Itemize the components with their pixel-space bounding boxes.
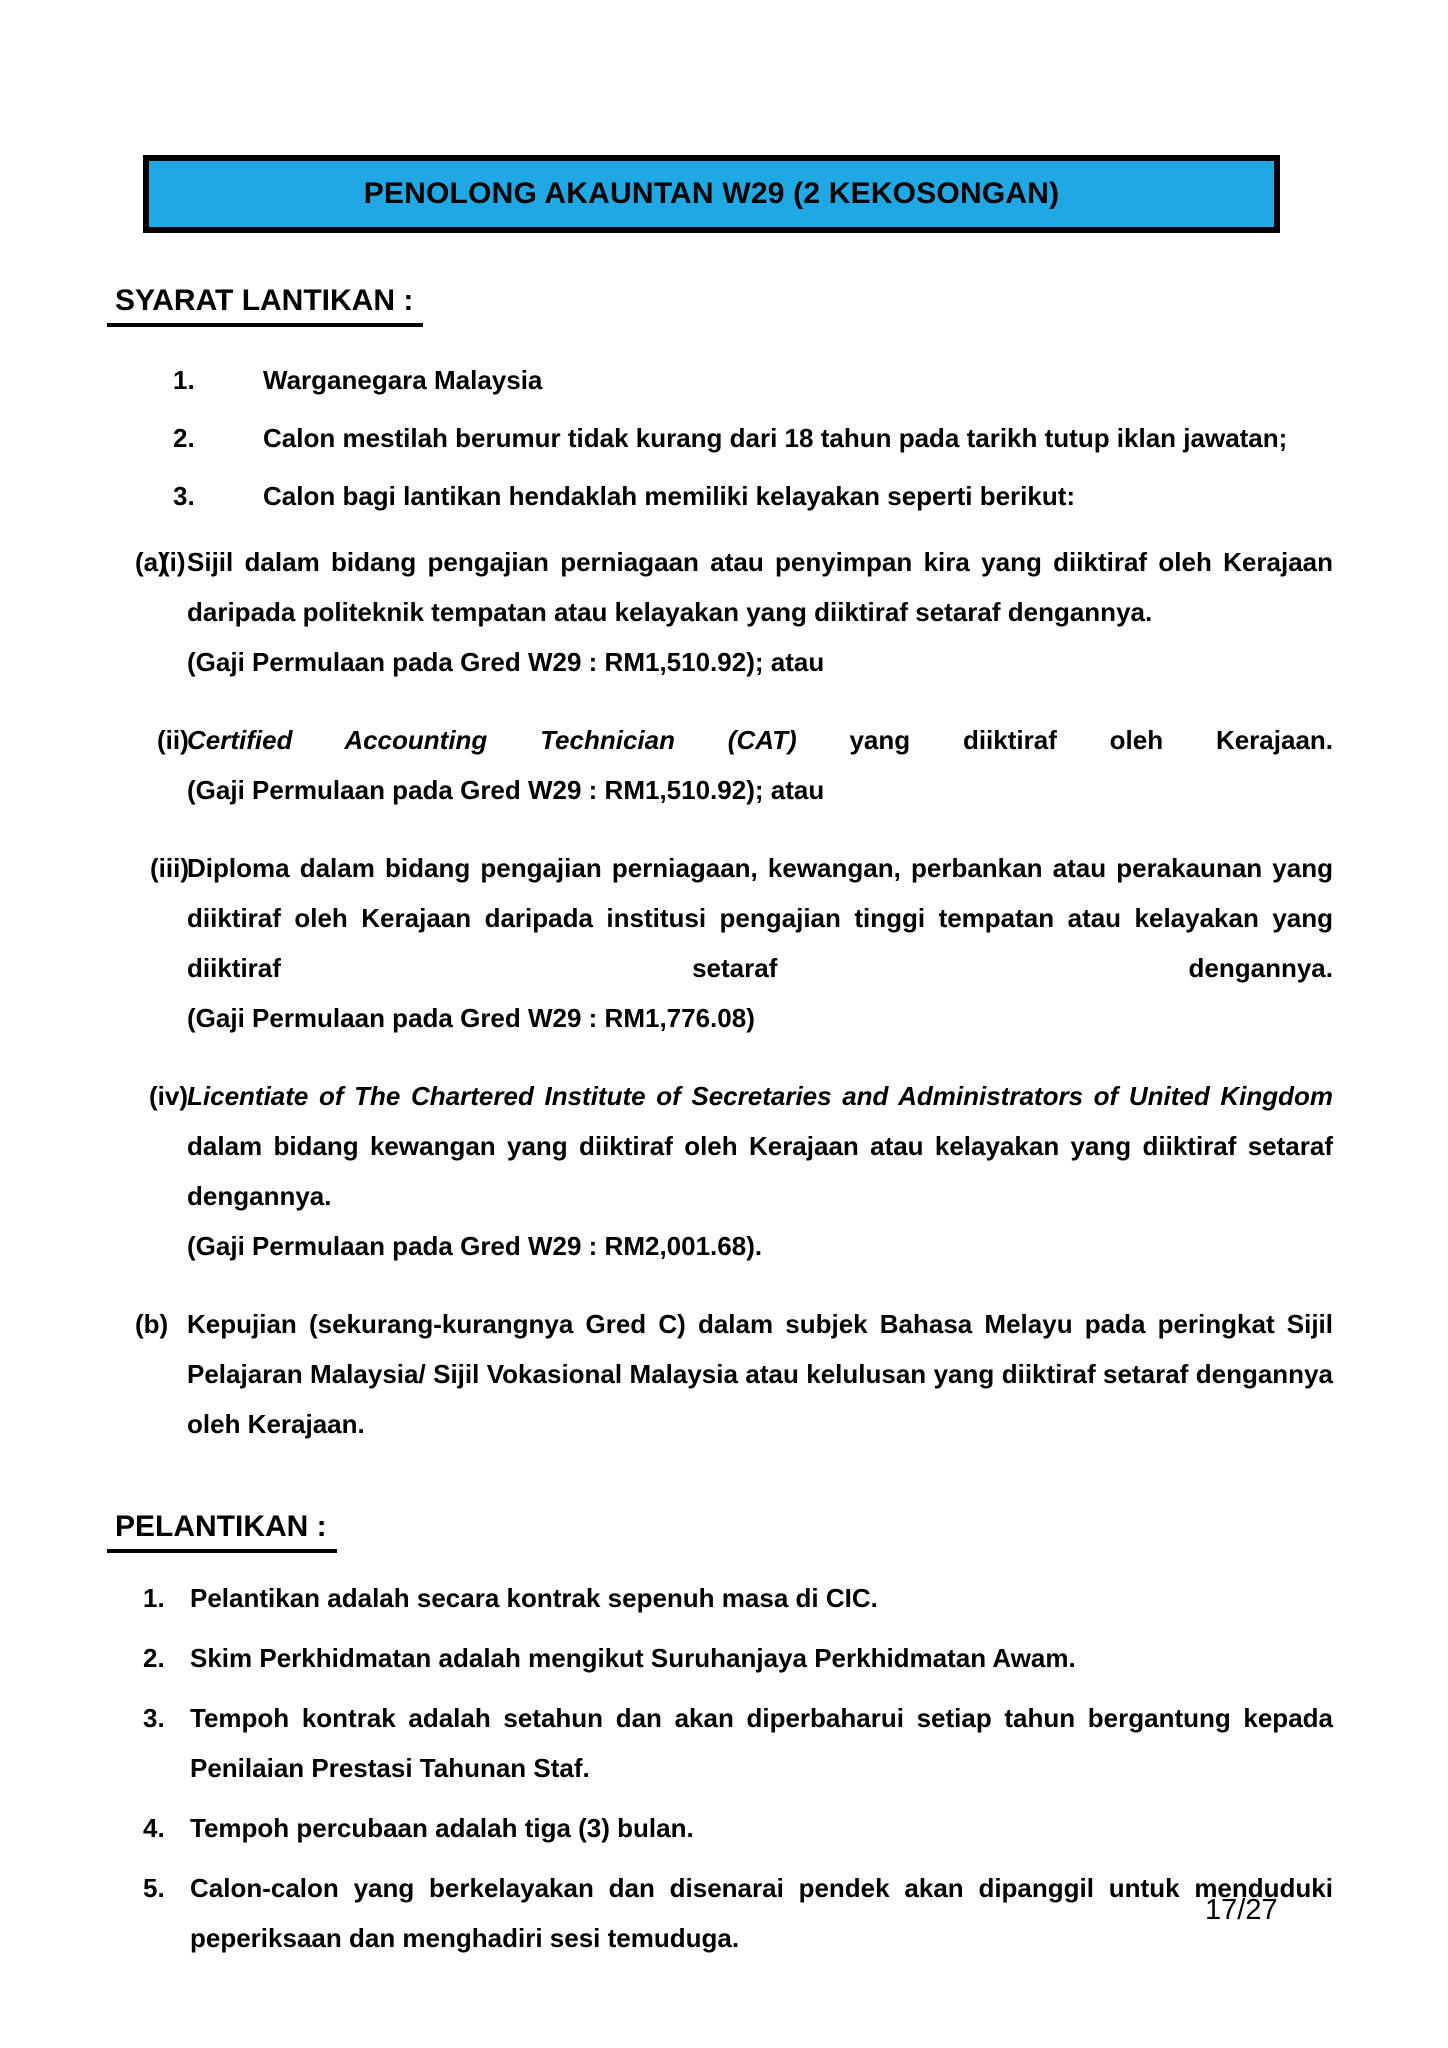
item-text-rest: dalam bidang kewangan yang diiktiraf oleh Kerajaan atau kelayakan yang diiktiraf setaraf dengannya.	[187, 1131, 1333, 1211]
item-label: (i)	[161, 547, 186, 577]
list-text: Calon-calon yang berkelayakan dan disenarai pendek akan dipanggil untuk menduduki peperiksaan dan menghadiri sesi temuduga.	[190, 1873, 1333, 1953]
list-text: Tempoh percubaan adalah tiga (3) bulan.	[190, 1813, 694, 1843]
list-number: 3.	[173, 481, 195, 511]
list-text: Tempoh kontrak adalah setahun dan akan diperbaharui setiap tahun bergantung kepada Penilaian Prestasi Tahunan Staf.	[190, 1703, 1333, 1783]
list-item	[115, 1573, 1333, 1623]
list-text: Warganegara Malaysia	[263, 365, 543, 395]
list-item	[115, 413, 1333, 463]
list-text: Calon bagi lantikan hendaklah memiliki kelayakan seperti berikut:	[263, 481, 1076, 511]
salary-note: (Gaji Permulaan pada Gred W29 : RM1,776.08)	[187, 1003, 755, 1033]
list-number: 1.	[143, 1583, 165, 1613]
item-text	[187, 1071, 1333, 1221]
job-title: PENOLONG AKAUNTAN W29 (2 KEKOSONGAN)	[363, 177, 1060, 210]
salary-note: (Gaji Permulaan pada Gred W29 : RM1,510.92); atau	[187, 647, 825, 677]
list-number: 4.	[143, 1813, 165, 1843]
list-item	[115, 471, 1333, 521]
qualification-item-b	[115, 1299, 1333, 1449]
salary-note: (Gaji Permulaan pada Gred W29 : RM1,510.92); atau	[187, 775, 825, 805]
list-number: 1.	[173, 365, 195, 395]
section-pelantikan	[115, 1449, 1333, 1963]
item-text-italic: Licentiate of The Chartered Institute of Secretaries and Administrators of United Kingdom	[187, 1081, 1333, 1111]
item-text	[187, 715, 1333, 765]
item-text: Sijil dalam bidang pengajian perniagaan atau penyimpan kira yang diiktiraf oleh Kerajaan daripada politeknik tempatan atau kelayakan yang diiktiraf setaraf dengannya.	[187, 547, 1333, 627]
list-number: 2.	[173, 423, 195, 453]
item-text-italic: Certified Accounting Technician (CAT)	[187, 725, 797, 755]
list-item	[115, 1633, 1333, 1683]
item-label: (b)	[135, 1309, 169, 1339]
item-label: (iv)	[149, 1081, 188, 1111]
list-number: 5.	[143, 1873, 165, 1903]
qualification-item-a-ii	[115, 715, 1333, 815]
page-number: 17/27	[1205, 1894, 1278, 1926]
syarat-heading: SYARAT LANTIKAN :	[107, 283, 423, 327]
item-label: (ii)	[157, 725, 189, 755]
item-text: Kepujian (sekurang-kurangnya Gred C) dalam subjek Bahasa Melayu pada peringkat Sijil Pelajaran Malaysia/ Sijil Vokasional Malaysia atau kelulusan yang diiktiraf setaraf dengannya oleh Kerajaan.	[187, 1309, 1333, 1439]
qualification-item-a-iv	[115, 1071, 1333, 1271]
item-text-rest: yang diiktiraf oleh Kerajaan.	[796, 725, 1334, 755]
list-text: Skim Perkhidmatan adalah mengikut Suruhanjaya Perkhidmatan Awam.	[190, 1643, 1076, 1673]
item-label: (iii)	[150, 853, 189, 883]
list-number: 2.	[143, 1643, 165, 1673]
item-text: Diploma dalam bidang pengajian perniagaan, kewangan, perbankan atau perakaunan yang diiktiraf oleh Kerajaan daripada institusi pengajian tinggi tempatan atau kelayakan yang diiktiraf setaraf dengannya.	[187, 853, 1333, 983]
salary-note: (Gaji Permulaan pada Gred W29 : RM2,001.68).	[187, 1231, 763, 1261]
qualification-item-a-iii	[115, 843, 1333, 1043]
item-label: (a)	[135, 547, 167, 577]
list-item	[115, 355, 1333, 405]
job-title-banner	[143, 155, 1280, 233]
list-item	[115, 1693, 1333, 1793]
list-number: 3.	[143, 1703, 165, 1733]
list-item	[115, 1863, 1333, 1963]
section-syarat	[115, 233, 1333, 1449]
list-item	[115, 1803, 1333, 1853]
list-text: Calon mestilah berumur tidak kurang dari 18 tahun pada tarikh tutup iklan jawatan;	[263, 423, 1288, 453]
pelantikan-heading: PELANTIKAN :	[107, 1509, 337, 1553]
list-text: Pelantikan adalah secara kontrak sepenuh masa di CIC.	[190, 1583, 878, 1613]
qualification-list	[115, 537, 1333, 1449]
qualification-item-a-i	[115, 537, 1333, 687]
